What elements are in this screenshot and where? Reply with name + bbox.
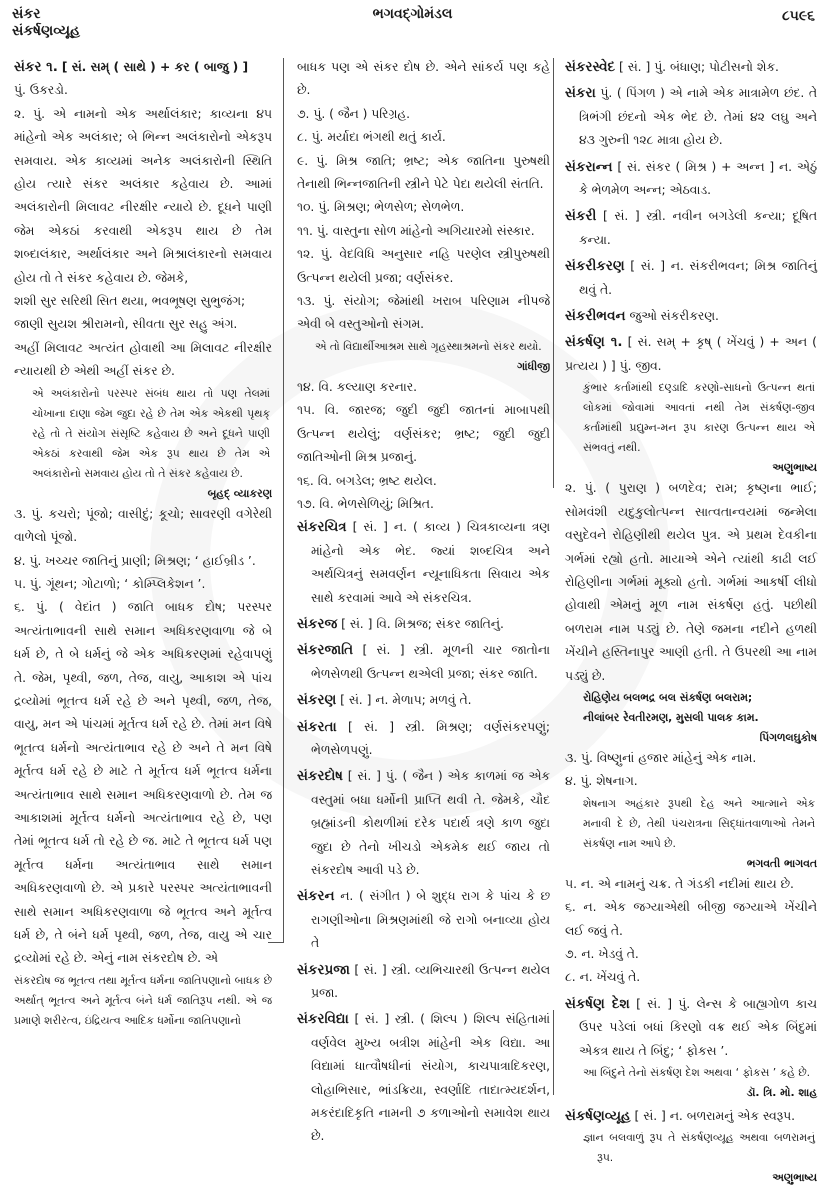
sense-15: ૧૫. વિ. જારજ; જુદી જુદી જાતનાં માબાપથી ઉત્પન્ન થયેલું; વર્ણસંકર; ભ્રષ્ટ; જુદી જુદી જાતિઓની મિશ્ર પ્રજાનું. (297, 403, 550, 465)
entry-sankaran (297, 689, 550, 712)
headword: સંકરા (565, 85, 596, 102)
quote-source: બૃહદ્ વ્યાકરણ (207, 486, 272, 500)
verse-line-1: શશી સુર સરિથી સિત થયા, ભવભૂષણ સુભુજંગ; (14, 294, 246, 309)
sense-4: ૪. પું. શેષનાગ. (565, 774, 638, 789)
page-number: ૮૫૯૬ (781, 8, 815, 24)
entry-sankaranna (565, 156, 817, 203)
definition: [ સં. ] પું. લેન્સ કે બાહ્યગોળ કાચ ઉપર પડેલાં બધાં કિરણો વક્ર થઈ એક બિંદુમાં એકત્ર થાય તે બિંદુ; ‘ ફોકસ ’. (579, 996, 817, 1058)
headword: સંકરીકરણ (565, 258, 625, 275)
sense-9: ૯. પું. મિશ્ર જાતિ; ભ્રષ્ટ; એક જાતિના પુરુષથી તેનાથી ભિન્નજાતિની સ્ત્રીને પેટે પેદા થયેલી સંતતિ. (297, 153, 550, 192)
sense-16: ૧૬. વિ. બગડેલ; ભ્રષ્ટ થયેલ. (297, 473, 437, 488)
sense-6-continued: સંકરદોષ જ ભૂતત્વ તથા મૂર્તત્વ ધર્મના જાતિપણાનો બાધક છે અર્થાત્ ભૂતત્વ અને મૂર્તત્વ બંને ધર્મ જાતિરૂપ નથી. એ જ પ્રમાણે શરીરત્વ, ઇંદ્રિયત્વ આદિક ધર્મોના જાતિપણાનો (14, 973, 272, 1027)
sense-7: ૭. ન. ખેડવું તે. (565, 946, 639, 961)
definition: [ સં. ] સ્ત્રી. નવીન બગડેલી કન્યા; દૂષિત કન્યા. (579, 209, 818, 247)
entry-sankaran-music (297, 885, 550, 955)
definition: પું. ( પિંગળ ) એ નામે એક માત્રામેળ છંદ. તે ત્રિભંગી છંદનો એક ભેદ છે. તેમાં ૪૨ લઘુ અને ૪૩ ગુરુની ૧૨૮ માત્રા હોય છે. (579, 86, 817, 148)
headword: સંકરીભવન (565, 308, 626, 325)
headword: સંકરન (297, 888, 335, 905)
guide-word-bottom: સંકર્ષણવ્યૂહ (12, 23, 81, 39)
headword: સંકરતા (297, 718, 337, 735)
entry-sankarshan-desh (565, 993, 817, 1102)
definition: [ સં. ] ન. મેળાપ; મળવું તે. (340, 693, 472, 708)
quote-13-source: ગાંધીજી (517, 359, 550, 373)
column-divider-2a (553, 58, 554, 488)
sense-13: ૧૩. પું. સંયોગ; જેમાંથી ખરાબ પરિણામ નીપજે એવી બે વસ્તુઓનો સંગમ. (297, 294, 550, 332)
page-header (0, 0, 825, 56)
verse-line-2: જાણી સુયશ શ્રીરામનો, સીવતા સુર સહુ અંગ. (14, 317, 238, 332)
sense-5: ૫. ન. એ નામનું ચક્ર. તે ગંડકી નદીમાં થાય છે. (565, 876, 794, 891)
entry-sankarvidya (297, 1008, 550, 1148)
sense-6: ૬. ન. એક જગ્યાએથી બીજી જગ્યાએ ખેંચીને લઈ જવું તે. (565, 900, 817, 938)
headword: સંકરજ (297, 615, 338, 632)
headword: સંકરદોષ (297, 768, 343, 785)
entry-sankarchitra (297, 516, 550, 610)
verse-b: નીલાંબર રેવતીરમણ, મુસલી પાલક કામ. (583, 710, 759, 724)
column-2 (297, 56, 550, 1152)
entry-sankarpraja (297, 959, 550, 1006)
quote-source: ડૉ. ત્રિ. મો. શાહ (746, 1086, 817, 1099)
sense-11: ૧૧. પું. વાસ્તુના સોળ માંહેનો અગિયારમો સંસ્કાર. (297, 223, 535, 238)
definition: [ સં. ] સ્ત્રી. મિશ્રણ; વર્ણસંકરપણું; ભેળસેળપણું. (311, 719, 550, 757)
sense-1: પું. ઉકરડો. (14, 83, 68, 98)
entry-sankardosh (297, 765, 550, 882)
entry-sankar (14, 56, 272, 1031)
sense-12: ૧૨. પું. વેદવિધિ અનુસાર નહિ પરણેલ સ્ત્રીપુરુષથી ઉત્પન્ન થયેલી પ્રજા; વર્ણસંકર. (297, 247, 550, 285)
entry-sankara (565, 82, 817, 152)
quote-4-source: ભગવતી ભાગવત (746, 856, 817, 870)
entry-sankarsved (565, 56, 817, 79)
sense-17: ૧૭. વિ. ભેળસેળિયું; મિશ્રિત. (297, 496, 434, 511)
definition: [ સં. સંકર ( મિશ્ર ) + અન્ન ] ન. એઠું કે ભેળમેળ અન્ન; એઠવાડ. (579, 159, 817, 198)
continuation-text: બાધક પણ એ સંકર દોષ છે. એને સાંકર્ય પણ કહે છે. (297, 60, 550, 98)
definition: [ સં. ] વિ. મિશ્રજ; સંકર જાતિનું. (341, 616, 504, 631)
headword: સંકરચિત્ર (297, 519, 347, 536)
definition: [ સં. ] ન. બળરામનું એક સ્વરૂપ. (634, 1109, 796, 1123)
entry-sankari (565, 205, 817, 252)
definition: [ સં. ] પું. બંધાણ; પોટીસનો શેક. (619, 60, 779, 74)
headword: સંકર્ષણવ્યૂહ (565, 1108, 631, 1124)
verse-a: રોહિણેય બલભદ્ર બલ સંકર્ષણ બલરામ; (583, 690, 753, 704)
column-1 (14, 56, 272, 1034)
quote-1: કુંભાર કર્તામાંથી દણ્ડાદિ કરણો-સાધનો ઉત્પન્ન થતાં લોકમાં જોવામાં આવતાં નથી તેમ સંકર્ષણ-જીવ કર્તામાંથી પ્રદ્યુમ્ન-મન રૂપ કારણ ઉત્પન્ન થાય એ સંભવતું નથી. (583, 381, 815, 455)
entry-sankaribhavan (565, 305, 817, 328)
column-3 (565, 56, 817, 1190)
verse-note: અહીં મિલાવટ અત્યંત હોવાથી આ મિલાવટ નીરક્ષીર ન્યાયથી છે એથી અહીં સંકર છે. (14, 340, 272, 379)
sense-3: ૩. પું. કચરો; પૂંજો; વાસીદું; કૂચો; સાવરણી વગેરેથી વાળેલો પૂંજો. (14, 506, 272, 545)
verse-source: પિંગળલઘુકોષ (759, 730, 817, 744)
sense-10: ૧૦. પું. મિશ્રણ; ભેળસેળ; સેળભેળ. (297, 200, 465, 215)
definition: [ સં. ] સ્ત્રી. મૂળની ચાર જાતોના ભેળસેળથી ઉત્પન્ન થએલી પ્રજા; સંકર જાતિ. (311, 643, 550, 681)
definition: [ સં. ] ન. ( કાવ્ય ) ચિત્રકાવ્યના ત્રણ માંહેનો એક ભેદ. જ્યાં શબ્દચિત્ર અને અર્થચિત્રનું સમવર્ણન ન્યૂનાધિકતા સિવાય એક સાથે કરવામાં આવે એ સંકરચિત્ર. (311, 520, 550, 605)
headword: સંકર્ષણ દેશ (565, 995, 630, 1012)
entry-sankaraj (297, 613, 550, 636)
quote-13: એ તો વિદ્યાર્થીઆશ્રમ સાથે ગૃહસ્થાશ્રમનો સંકર થયો. (315, 339, 542, 353)
entry-sankarikaran (565, 255, 817, 302)
entry-sankarjati (297, 639, 550, 686)
headword: સંકરાન્ન (565, 158, 613, 175)
definition: [ સં. ] પું. ( જૈન ) એક કાળમાં જ એક વસ્તુમાં બધા ધર્મોની પ્રાપ્તિ થવી તે. જેમકે, ચૌદ બ્રહ્માંડની કોથળીમાં દરેક પદાર્થ ત્રણે કાળ જુદા જુદા છે તેનો ખીચડો એકમેક થઈ જાય તો સંકરદોષ આવી પડે છે. (311, 769, 550, 877)
etymology: [ સં. સમ્ ( સાથે ) + કર ( બાજુ ) ] (61, 60, 249, 74)
headword: સંકર ૧. (14, 59, 58, 75)
quote: એ અલંકારોનો પરસ્પર સંબંધ થાય તો પણ તેલમાં ચોખાના દાણા જેમ જુદા રહે છે તેમ એક એકથી પૃથક્ રહે તો તે સંયોગ સંસૃષ્ટિ કહેવાય છે અને દૂધને પાણી એકઠાં કરવાથી જેમ એક રૂપ થાય છે તેમ એ અલંકારોનો સમવાય હોય તો તે સંકર કહેવાય છે. (32, 386, 270, 480)
cross-reference: જુઓ સંકરીકરણ. (629, 309, 719, 324)
entry-sankarshan (565, 331, 817, 989)
sense-14: ૧૪. વિ. કલ્યાણ કરનાર. (297, 379, 417, 394)
definition: [ સં. ] સ્ત્રી. ( શિલ્પ ) શિલ્પ સંહિતામાં વર્ણવેલ મુખ્ય બત્રીશ માંહેની એક વિદ્યા. આ વિદ્યામાં ધાત્વૌષધીનાં સંયોગ, કાચપાત્રાદિકરણ, લોહાભિસાર, ભાંડક્રિયા, સ્વર્ણાદિ તાદાત્મ્યદર્શન, મકરંદાદિકૃતિ નામની ૭ કળાઓનો સમાવેશ થાય છે. (311, 1012, 550, 1144)
sense-6: ૬. પું. ( વેદાંત ) જાતિ બાધક દોષ; પરસ્પર અત્યંતાભાવની સાથે સમાન અધિકરણવાળા જે બે ધર્મ છે, તે બે ધર્મનું જે એક અધિકરણમાં રહેવાપણું તે. જેમ, પૃથ્વી, જળ, તેજ, વાયુ, આકાશ એ પાંચ દ્રવ્યોમાં ભૂતત્વ ધર્મ રહે છે અને પૃથ્વી, જળ, તેજ, વાયુ, મન એ પાંચમાં મૂર્તત્વ ધર્મ રહે છે. તેમાં મન વિષે ભૂતત્વ ધર્મનો અત્યંતાભાવ રહે છે અને તે મન વિષે મૂર્તત્વ ધર્મ રહે છે માટે તે મૂર્તત્વ ધર્મ ભૂતત્વ ધર્મના અત્યંતાભાવ સાથે સમાન અધિકરણવાળો છે. તેમ જ આકાશમાં મૂર્તત્વ ધર્મનો અત્યંતાભાવ રહે છે, પણ તેમાં ભૂતત્વ ધર્મ તો રહે છે જ. માટે તે ભૂતત્વ ધર્મ પણ મૂર્તત્વ ધર્મના અત્યંતાભાવ સાથે સમાન અધિકરણવાળો છે. એ પ્રકારે પરસ્પર અત્યંતાભાવની સાથે સમાન અધિકરણવાળા જે ભૂતત્વ અને મૂર્તત્વ ધર્મ છે, તે બંને ધર્મ પૃથ્વી, જળ, તેજ, વાયુ એ ચાર દ્રવ્યોમાં રહે છે. એનું નામ સંકરદોષ છે. એ (14, 600, 272, 966)
quote-1-source: અણુભાષ્ય (772, 461, 817, 475)
definition: [ સં. ] ન. સંકરીભવન; મિશ્ર જાતિનું થવું તે. (579, 259, 817, 297)
quote: આ બિંદુને તેનો સંકર્ષણ દેશ અથવા ‘ ફોકસ ’ કહે છે. (583, 1066, 811, 1079)
book-title: ભગવદ્ગોમંડલ (372, 6, 453, 22)
sense-4: ૪. પું. ખચ્ચર જાતિનું પ્રાણી; મિશ્રણ; ‘ હાઈબ્રીડ ’. (14, 553, 256, 568)
sense-8: ૮. ન. ખેંચવું તે. (565, 970, 641, 985)
definition: ન. ( સંગીત ) બે શુદ્ધ રાગ કે પાંચ કે છ રાગણીઓના મિશ્રણમાંથી જે રાગો બનાવ્યા હોય તે (311, 889, 550, 951)
sense-2: ૨. પું. ( પુરાણ ) બળદેવ; રામ; કૃષ્ણના ભાઈ; સોમવંશી યદુકુલોત્પન્ન સાત્વતાન્વયમાં જન્મેલા વસુદેવને રોહિણીથી થયેલ પુત્ર. એ પ્રથમ દેવકીના ગર્ભમાં રહ્યો હતો. માયાએ એને ત્યાંથી કાઢી લઈ રોહિણીના ગર્ભમાં મૂક્યો હતો. ગર્ભમાં આકર્ષી લીધો હોવાથી એમનું મૂળ નામ સંકર્ષણ હતું. પછીથી બળરામ નામ પડ્યું છે. તેણે જમના નદીને હળથી ખેંચીને હસ્તિનાપુર આણી હતી. તે ઉપરથી આ નામ પડ્યું છે. (565, 481, 817, 683)
sense-7: ૭. પું. ( જૈન ) પરિગ્રહ. (297, 106, 411, 121)
headword: સંકરપ્રજા (297, 961, 350, 978)
headword: સંકર્ષણ ૧. (565, 334, 623, 351)
guide-word-top: સંકર (12, 6, 41, 22)
definition: [ સં. ] સ્ત્રી. વ્યભિચારથી ઉત્પન્ન થયેલ પ્રજા. (311, 962, 550, 1001)
entry-sankarshan-vyuh (565, 1105, 817, 1187)
headword: સંકરવિદ્યા (297, 1011, 349, 1028)
headword: સંકરજાતિ (297, 642, 354, 659)
headword: સંકરણ (297, 692, 337, 709)
sense-3: ૩. પું. વિષ્ણુનાં હજાર માંહેનું એક નામ. (565, 750, 757, 765)
headword: સંકરસ્વેદ (565, 59, 616, 75)
sense-8: ૮. પું. મર્યાદા ભંગથી થતું કાર્ય. (297, 130, 446, 145)
headword: સંકરી (565, 208, 597, 225)
column-divider-1 (283, 58, 284, 943)
entry-sankarta (297, 716, 550, 763)
sense-5: ૫. પું. ગૂંથન; ગોટાળો; ‘ કોમ્પ્લિકેશન ’. (14, 576, 206, 591)
quote-source: અણુભાષ્ય (772, 1171, 817, 1185)
sense-2: ૨. પું. એ નામનો એક અર્થાલંકાર; કાવ્યના ૪૫ માંહેનો એક અલંકાર; બે ભિન્ન અલંકારોનો એકરૂપ સમવાય. એક કાવ્યમાં અનેક અલંકારોની સ્થિતિ હોય ત્યારે સંકર અલંકાર કહેવાય છે. આમાં અલંકારોની મિલાવટ નીરક્ષીર ન્યાયે છે. દૂધને પાણી જેમ એકઠાં કરવાથી એકરૂપ થાય છે તેમ શબ્દાલંકાર, અર્થાલંકાર અને મિશ્રાલંકારનો સમવાય હોય તો તે સંકર કહેવાય છે. જેમકે, (14, 106, 272, 285)
quote-4: શેષનાગ અહંકાર રૂપથી દેહ અને આત્માને એક મનાવી દે છે, તેથી પંચરાત્રના સિદ્ધાંતવાળાઓ તેમને સંકર્ષણ નામ આપે છે. (583, 796, 815, 850)
column-divider-2b (553, 1010, 554, 1095)
etymology: [ સં. સમ્ + કૃષ્ ( ખેંચવું ) + અન ( પ્રત્યય ) ] પું. જીવ. (565, 335, 817, 373)
quote: જ્ઞાન બલવાળું રૂપ તે સંકર્ષણવ્યૂહ અથવા બળરામનું રૂપ. (583, 1131, 815, 1165)
